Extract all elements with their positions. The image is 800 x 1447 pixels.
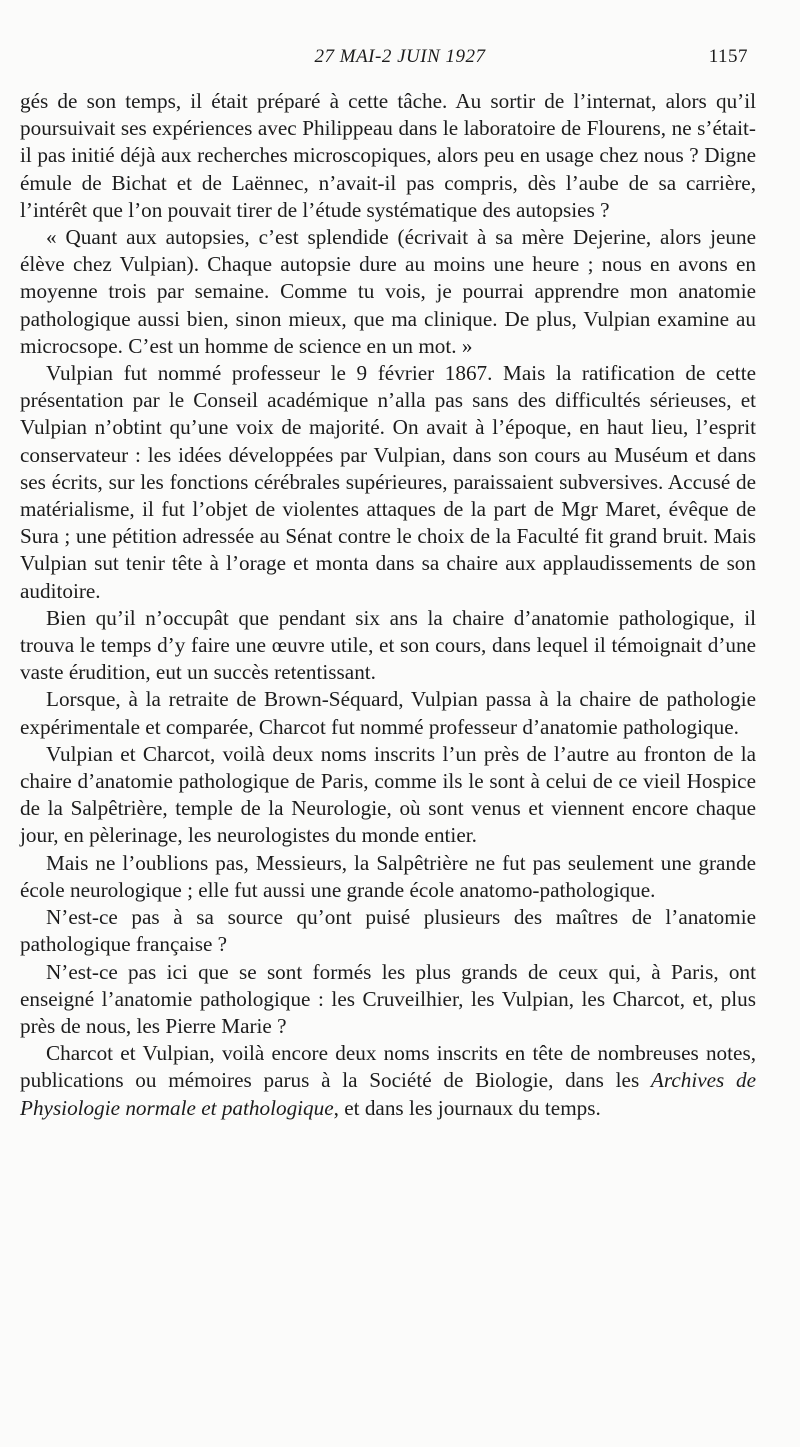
paragraph-salpetriere: Mais ne l’oublions pas, Messieurs, la Salpêtrière ne fut pas seulement une grande école neurologique ; elle fut aussi une grande école anatomo-pathologique. [20, 850, 756, 902]
last-paragraph-before: Charcot et Vulpian, voilà encore deux noms inscrits en tête de nombreuses notes, publications ou mémoires parus à la Société de Biologie, dans les [20, 1041, 756, 1093]
paragraph-vulpian-appointment: Vulpian fut nommé professeur le 9 février 1867. Mais la ratification de cette présentation par le Conseil académique n’alla pas sans des difficultés sérieuses, et Vulpian n’obtint qu’une voix de majorité. On avait à l’époque, en haut lieu, l’esprit conservateur : les idées développées par Vulpian, dans son cours au Muséum et dans ses écrits, sur les fonctions cérébrales supérieures, paraissaient subversives. Accusé de matérialisme, il fut l’objet de violentes attaques de la part de Mgr Maret, évêque de Sura ; une pétition adressée au Sénat contre le choix de la Faculté fit grand bruit. Mais Vulpian sut tenir tête à l’orage et monta dans sa chaire aux applaudissements de son auditoire. [20, 361, 756, 603]
paragraph-vulpian-charcot: Vulpian et Charcot, voilà deux noms inscrits l’un près de l’autre au fronton de la chaire d’anatomie pathologique de Paris, comme ils le sont à celui de ce vieil Hospice de la Salpêtrière, temple de la Neurologie, où sont venus et viennent encore chaque jour, en pèlerinage, les neurologistes du monde entier. [20, 741, 756, 848]
paragraph-question-source: N’est-ce pas à sa source qu’ont puisé plusieurs des maîtres de l’anatomie pathologique française ? [20, 905, 756, 957]
last-paragraph-after: , et dans les journaux du temps. [333, 1095, 601, 1120]
paragraph-brown-sequard: Lorsque, à la retraite de Brown-Séquard, Vulpian passa à la chaire de pathologie expérimentale et comparée, Charcot fut nommé professeur d’anatomie pathologique. [20, 687, 756, 739]
running-head-title [0, 46, 800, 68]
paragraph-vulpian-chair: Bien qu’il n’occupât que pendant six ans la chaire d’anatomie pathologique, il trouva le temps d’y faire une œuvre utile, et son cours, dans lequel il témoignait d’une vaste érudition, eut un succès retentissant. [20, 605, 756, 685]
page-number: 1157 [708, 46, 748, 67]
paragraph-question-paris: N’est-ce pas ici que se sont formés les plus grands de ceux qui, à Paris, ont enseigné l’anatomie pathologique : les Cruveilhier, les Vulpian, les Charcot, et, plus près de nous, les Pierre Marie ? [20, 959, 756, 1038]
body-text [20, 88, 756, 1122]
paragraph-quote-dejerine: « Quant aux autopsies, c’est splendide (écrivait à sa mère Dejerine, alors jeune élève chez Vulpian). Chaque autopsie dure au moins une heure ; nous en avons en moyenne trois par semaine. Comme tu vois, je pourrai apprendre mon anatomie pathologique aussi bien, sinon mieux, que ma clinique. De plus, Vulpian examine au microcsope. C’est un homme de science en un mot. » [20, 225, 756, 358]
journal-title: Archives de Physiologie normale et pathologique [20, 1068, 756, 1120]
running-head [0, 46, 800, 74]
paragraph-continuation: gés de son temps, il était préparé à cette tâche. Au sortir de l’internat, alors qu’il poursuivait ses expériences avec Philippeau dans le laboratoire de Flourens, ne s’était-il pas initié déjà aux recherches microscopiques, alors peu en usage chez nous ? Digne émule de Bichat et de Laënnec, n’avait-il pas compris, dès l’aube de sa carrière, l’intérêt que l’on pouvait tirer de l’étude systématique des autopsies ? [20, 89, 756, 222]
running-head-title-text: 27 MAI-2 JUIN 1927 [314, 46, 486, 67]
paragraph-charcot-vulpian-notes [20, 1040, 756, 1122]
